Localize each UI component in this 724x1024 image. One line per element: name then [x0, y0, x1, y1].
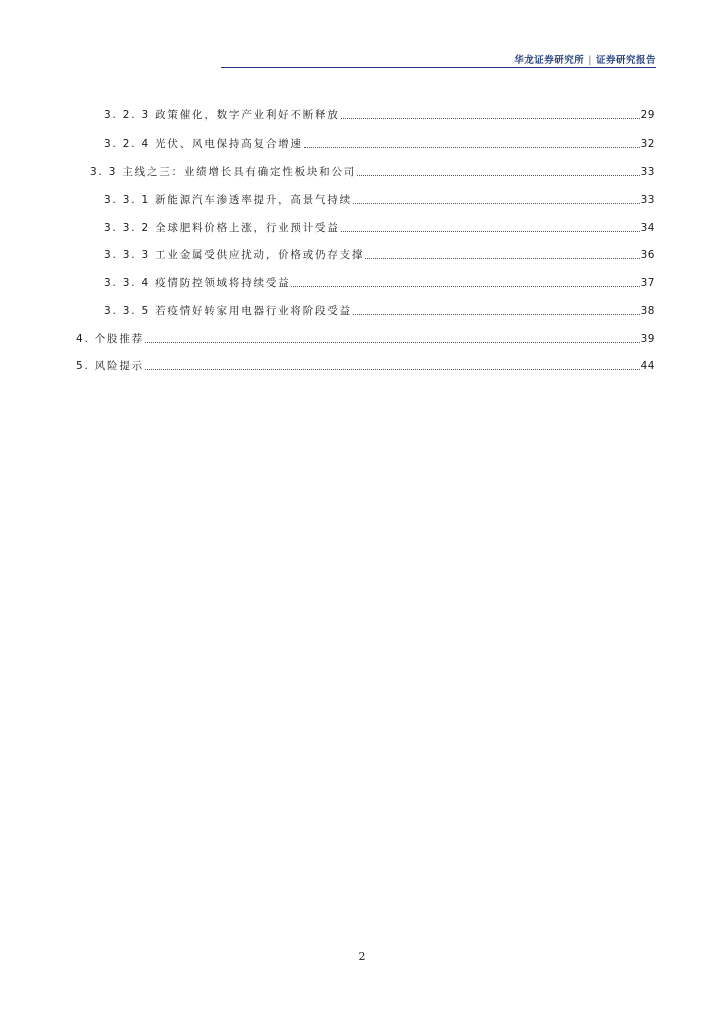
toc-entry-label: 3. 3 主线之三：业绩增长具有确定性板块和公司	[90, 166, 357, 178]
toc-entry-3-3[interactable]	[90, 163, 655, 179]
toc-entry-label: 3. 3. 5 若疫情好转家用电器行业将阶段受益	[104, 305, 352, 317]
toc-leader-dots	[145, 369, 640, 370]
toc-entry-page: 38	[640, 305, 655, 317]
toc-entry-page: 36	[640, 249, 655, 261]
toc-entry-label: 3. 2. 3 政策催化，数字产业利好不断释放	[104, 109, 340, 121]
toc-entry-page: 32	[640, 138, 655, 150]
toc-entry-page: 44	[640, 360, 655, 372]
toc-leader-dots	[341, 118, 640, 119]
toc-entry-page: 34	[640, 222, 655, 234]
toc-entry-3-3-1[interactable]	[104, 191, 655, 207]
toc-entry-label: 4. 个股推荐	[76, 333, 144, 345]
toc-entry-5[interactable]	[76, 357, 655, 373]
toc-entry-3-3-3[interactable]	[104, 246, 655, 262]
toc-leader-dots	[353, 203, 640, 204]
toc-leader-dots	[341, 231, 640, 232]
toc-entry-label: 3. 3. 2 全球肥料价格上涨，行业预计受益	[104, 222, 340, 234]
toc-leader-dots	[357, 175, 640, 176]
toc-entry-3-3-4[interactable]	[104, 274, 655, 290]
toc-entry-3-2-3[interactable]	[104, 106, 655, 122]
toc-entry-label: 5. 风险提示	[76, 360, 144, 372]
toc-entry-page: 39	[640, 333, 655, 345]
page-number: 2	[358, 950, 366, 963]
toc-leader-dots	[145, 342, 640, 343]
header-separator: |	[588, 55, 592, 66]
toc-entry-3-3-5[interactable]	[104, 302, 655, 318]
toc-entry-4[interactable]	[76, 330, 655, 346]
toc-entry-label: 3. 3. 4 疫情防控领域将持续受益	[104, 277, 291, 289]
toc-entry-label: 3. 3. 3 工业金属受供应扰动，价格或仍存支撑	[104, 249, 365, 261]
toc-entry-page: 29	[640, 109, 655, 121]
toc-entry-page: 33	[640, 166, 655, 178]
toc-leader-dots	[291, 286, 639, 287]
toc-entry-3-3-2[interactable]	[104, 219, 655, 235]
toc-leader-dots	[304, 147, 640, 148]
header-org: 华龙证券研究所	[514, 55, 585, 66]
toc-leader-dots	[353, 314, 640, 315]
toc-entry-label: 3. 3. 1 新能源汽车渗透率提升，高景气持续	[104, 194, 352, 206]
toc-leader-dots	[365, 258, 639, 259]
header-doc-type: 证券研究报告	[595, 55, 656, 66]
report-header	[514, 52, 656, 66]
toc-entry-3-2-4[interactable]	[104, 135, 655, 151]
toc-entry-page: 33	[640, 194, 655, 206]
toc-entry-page: 37	[640, 277, 655, 289]
toc-entry-label: 3. 2. 4 光伏、风电保持高复合增速	[104, 138, 303, 150]
header-rule	[221, 67, 656, 68]
